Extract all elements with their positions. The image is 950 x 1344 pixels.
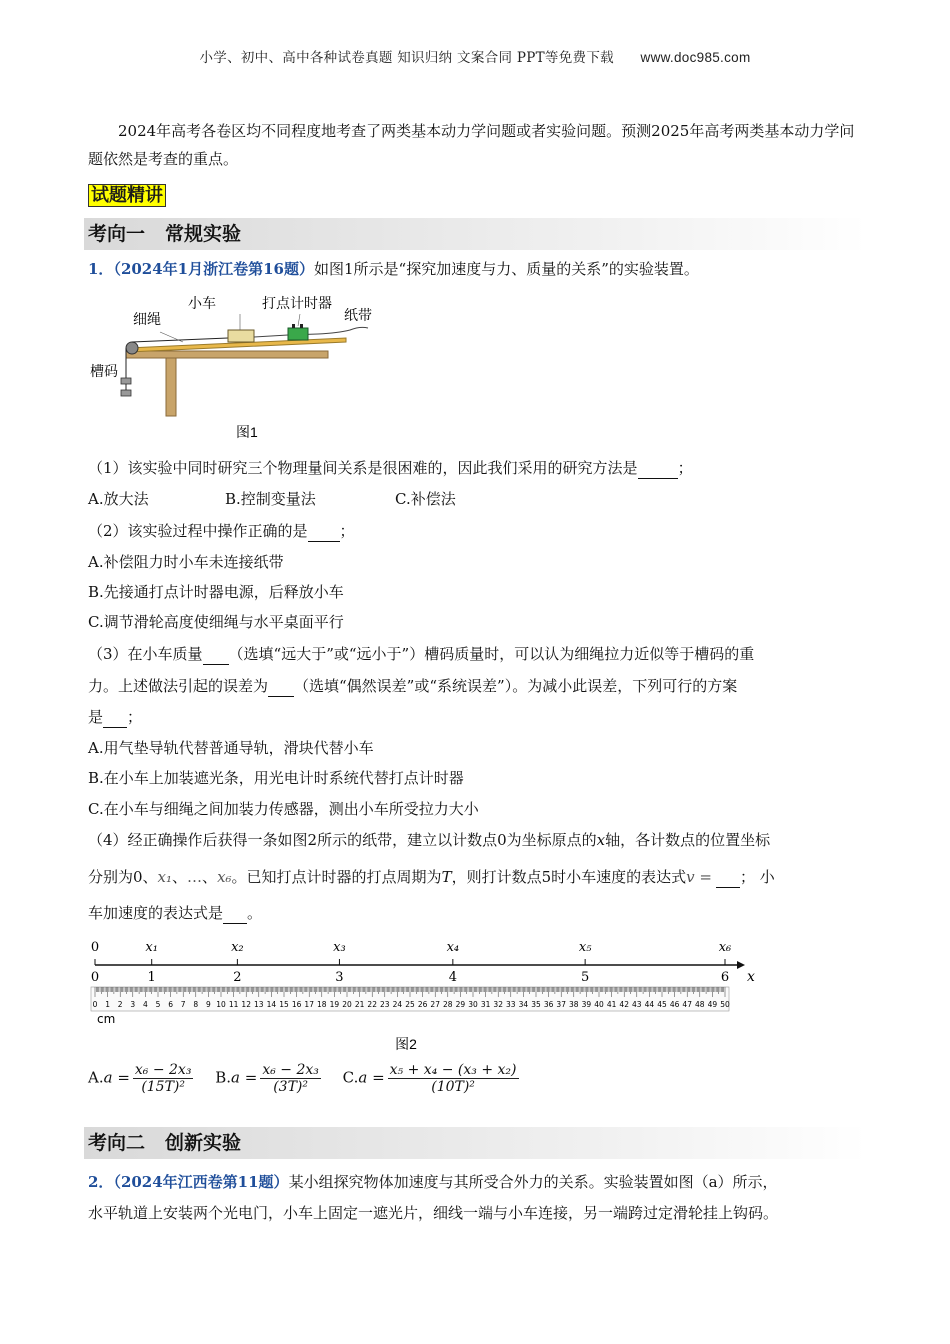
ruler-number: 12 [241, 1000, 251, 1009]
ruler-number: 38 [569, 1000, 579, 1009]
q1-part4-line2: 分别为0、x₁、…、x₆。已知打点计时器的打点周期为T，则打计数点5时小车速度的表达式v = ； 小 [88, 868, 775, 886]
ruler-number: 0 [92, 1000, 98, 1009]
ruler-number: 27 [430, 1000, 440, 1009]
fig2-caption: 图2 [395, 1036, 417, 1052]
option-3a[interactable]: A.用气垫导轨代替普通导轨，滑块代替小车 [88, 739, 374, 757]
cart [228, 330, 254, 342]
ruler-number: 43 [632, 1000, 642, 1009]
ruler-number: 4 [143, 1000, 148, 1009]
q1-stem [88, 258, 878, 280]
q1-source: （2024年1月浙江卷第16题） [113, 260, 314, 278]
ruler-number: 14 [266, 1000, 277, 1009]
section-bar-1 [84, 218, 867, 250]
count-point-label: x₆ [718, 940, 732, 955]
option-3b[interactable]: B.在小车上加装遮光条，用光电计时系统代替打点计时器 [88, 769, 464, 787]
header-text: 小学、初中、高中各种试卷真题 知识归纳 文案合同 PPT等免费下载 [199, 50, 614, 66]
option-2b[interactable]: B.先接通打点计时器电源，后释放小车 [88, 583, 344, 601]
count-point-number: 1 [147, 970, 156, 985]
ruler-number: 41 [606, 1000, 617, 1009]
ruler-number: 19 [329, 1000, 340, 1009]
option-1b[interactable]: B.控制变量法 [225, 490, 316, 508]
label-tape: 纸带 [344, 307, 372, 323]
rope-line [132, 338, 228, 342]
ruler-number: 48 [695, 1000, 705, 1009]
ruler-number: 8 [193, 1000, 199, 1009]
section2-label: 考向二 [88, 1132, 146, 1154]
ruler-number: 21 [354, 1000, 365, 1009]
x-axis-label: x [747, 969, 755, 985]
count-point-number: 4 [448, 970, 457, 985]
q1-part3-line1: （3）在小车质量 （选填“远大于”或“远小于”）槽码质量时，可以认为细绳拉力近似等于槽码的重 [88, 645, 755, 663]
ruler-number: 24 [392, 1000, 403, 1009]
q2-source: （2024年江西卷第11题） [113, 1173, 289, 1191]
q1-part1: （1）该实验中同时研究三个物理量间关系是很困难的，因此我们采用的研究方法是 ； [88, 459, 693, 477]
count-point-label: 0 [90, 940, 100, 955]
ruler-number: 45 [657, 1000, 667, 1009]
ruler-number: 18 [317, 1000, 327, 1009]
ruler-number: 2 [117, 1000, 123, 1009]
ruler-number: 28 [443, 1000, 453, 1009]
option-2c[interactable]: C.调节滑轮高度使细绳与水平桌面平行 [88, 613, 344, 631]
table-leg [166, 358, 176, 416]
ruler-number: 34 [518, 1000, 529, 1009]
ruler-number: 36 [543, 1000, 554, 1009]
count-point-number: 3 [335, 970, 344, 985]
ruler-number: 9 [206, 1000, 211, 1009]
formula-a[interactable]: A.a = $\frac{\text{x₆ − 2x₃}}{\text{(15T)²}}$ [88, 1062, 192, 1095]
q1-part3-line3: 是 ； [88, 708, 143, 726]
ruler-number: 15 [279, 1000, 289, 1009]
timer [288, 328, 308, 340]
blank-1[interactable] [638, 462, 678, 479]
option-3c[interactable]: C.在小车与细绳之间加装力传感器，测出小车所受拉力大小 [88, 800, 479, 818]
q1-part4-line1: （4）经正确操作后获得一条如图2所示的纸带，建立以计数点0为坐标原点的x轴，各计数点的位置坐标 [88, 831, 771, 849]
blank-3b[interactable] [268, 680, 294, 697]
ruler-number: 7 [180, 1000, 186, 1009]
ruler-number: 39 [581, 1000, 592, 1009]
count-point-number: 0 [90, 970, 100, 985]
ruler-number: 26 [417, 1000, 428, 1009]
q1-part4-line3: 车加速度的表达式是 。 [88, 904, 263, 922]
apparatus-diagram [88, 290, 408, 440]
blank-3a[interactable] [203, 648, 229, 665]
blank-2[interactable] [308, 525, 340, 542]
ruler-number: 23 [380, 1000, 390, 1009]
ruler-number: 11 [228, 1000, 239, 1009]
label-timer: 打点计时器 [262, 295, 332, 311]
ruler-number: 22 [367, 1000, 377, 1009]
q1-stem-text: 如图1所示是“探究加速度与力、质量的关系”的实验装置。 [314, 260, 699, 278]
count-point-label: x₃ [333, 940, 346, 955]
section-highlight [88, 181, 166, 207]
formula-b[interactable]: B.a = $\frac{\text{x₆ − 2x₃}}{\text{(3T)²}}$ [215, 1062, 319, 1095]
option-2a[interactable]: A.补偿阻力时小车未连接纸带 [88, 553, 284, 571]
formula-options [88, 1062, 522, 1095]
option-1c[interactable]: C.补偿法 [395, 490, 456, 508]
section1-title: 常规实验 [165, 223, 242, 245]
count-point-label: x₅ [578, 940, 592, 955]
ruler-number: 20 [342, 1000, 352, 1009]
blank-4b[interactable] [223, 907, 247, 924]
ruler-number: 13 [254, 1000, 264, 1009]
ruler-number: 17 [304, 1000, 314, 1009]
count-point-label: x₁ [145, 940, 158, 955]
ruler-number: 40 [594, 1000, 604, 1009]
label-cart: 小车 [188, 295, 216, 311]
highlight-title: 试题精讲 [88, 184, 166, 207]
label-weights: 槽码 [90, 363, 118, 379]
ruler-number: 10 [216, 1000, 226, 1009]
count-point-label: x₄ [446, 940, 460, 955]
figure-1 [88, 290, 408, 440]
figure-2 [86, 935, 755, 1055]
q1-part2: （2）该实验过程中操作正确的是 ； [88, 522, 355, 540]
intro-paragraph: 2024年高考各卷区均不同程度地考查了两类基本动力学问题或者实验问题。预测2025年高考两类基本动力学问题依然是考查的重点。 [88, 122, 855, 168]
ruler-number: 3 [130, 1000, 136, 1009]
q2-line1: 2．（2024年江西卷第11题）某小组探究物体加速度与其所受合外力的关系。实验装置如图（a）所示， [88, 1173, 778, 1191]
q1-part1-options [88, 488, 456, 510]
table-top [126, 351, 328, 358]
ruler-number: 37 [556, 1000, 566, 1009]
ruler-number: 6 [168, 1000, 173, 1009]
fig1-caption: 图1 [236, 424, 258, 440]
ruler-number: 50 [720, 1000, 730, 1009]
ruler-number: 30 [468, 1000, 478, 1009]
count-point-number: 5 [580, 970, 590, 985]
ruler-number: 33 [506, 1000, 516, 1009]
ruler-number: 35 [531, 1000, 541, 1009]
blank-4a[interactable] [716, 871, 740, 888]
weight-1 [121, 378, 131, 384]
count-point-number: 6 [720, 970, 730, 985]
q2-number: 2． [88, 1173, 114, 1191]
ruler-number: 16 [291, 1000, 302, 1009]
ruler-number: 31 [480, 1000, 491, 1009]
ruler-unit: cm [97, 1012, 116, 1026]
option-1a[interactable]: A.放大法 [88, 490, 149, 508]
formula-c[interactable]: C.a = $\frac{\text{x₅ + x₄ − (x₃ + x₂)}}{\text{(10T)²}}$ [342, 1062, 517, 1095]
ruler-number: 46 [669, 1000, 680, 1009]
count-point-number: 2 [233, 970, 242, 985]
ruler-number: 1 [105, 1000, 110, 1009]
x-axis-arrow [737, 961, 745, 969]
section2-title: 创新实验 [165, 1132, 242, 1154]
q2-line2: 水平轨道上安装两个光电门，小车上固定一遮光片，细线一端与小车连接，另一端跨过定滑轮挂上钩码。 [88, 1204, 779, 1222]
label-rope: 细绳 [133, 311, 161, 327]
ruler-diagram [86, 935, 755, 1055]
weight-2 [121, 390, 131, 396]
ruler-number: 47 [682, 1000, 692, 1009]
section-bar-2 [84, 1127, 867, 1159]
ruler-number: 25 [405, 1000, 415, 1009]
ruler-number: 5 [155, 1000, 161, 1009]
blank-3c[interactable] [103, 711, 127, 728]
ruler-number: 44 [644, 1000, 655, 1009]
q1-part3-line2: 力。上述做法引起的误差为 （选填“偶然误差”或“系统误差”）。为减小此误差，下列可行的方案 [88, 677, 738, 695]
paper-tape [254, 327, 368, 337]
page-header [0, 46, 950, 66]
ruler-number: 29 [455, 1000, 466, 1009]
ruler-number: 42 [619, 1000, 629, 1009]
header-url[interactable]: www.doc985.com [640, 50, 751, 65]
ruler-number: 49 [707, 1000, 718, 1009]
ruler-number: 32 [493, 1000, 503, 1009]
section1-label: 考向一 [88, 223, 146, 245]
count-point-label: x₂ [231, 940, 244, 955]
pulley [126, 342, 138, 354]
q1-number: 1． [88, 260, 114, 278]
